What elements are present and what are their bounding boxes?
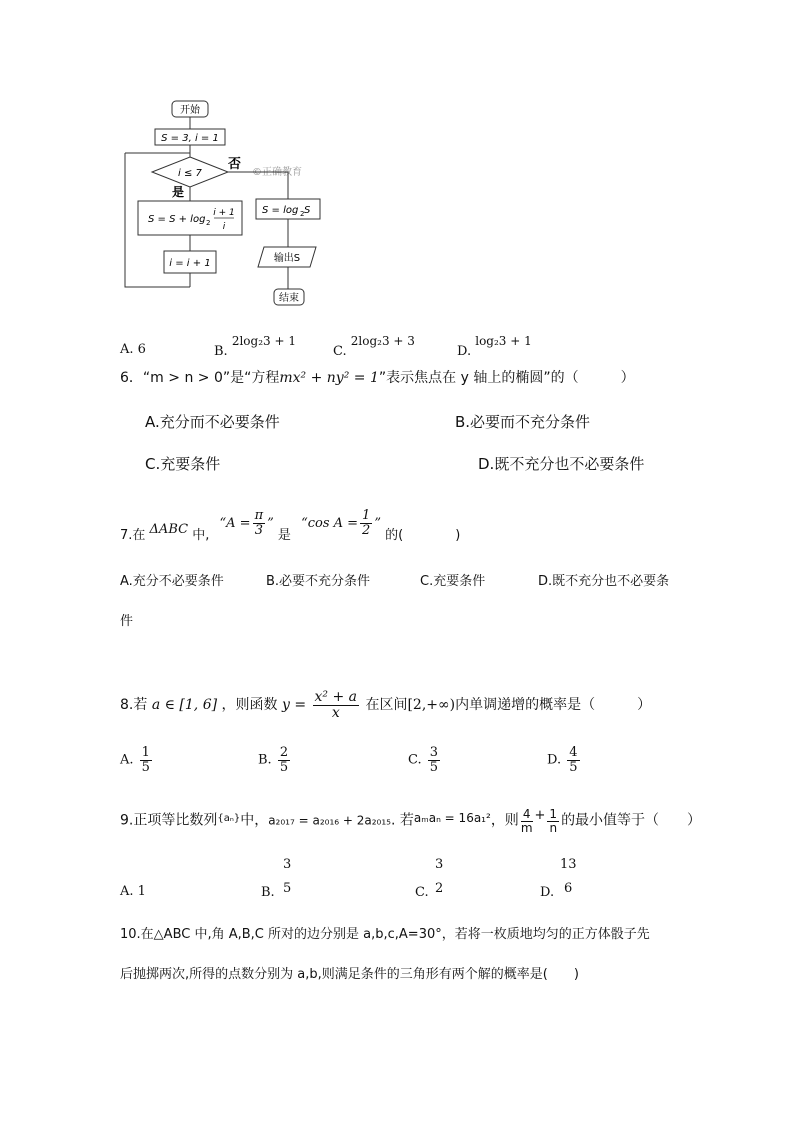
flowchart-no-label: 否 bbox=[228, 157, 242, 172]
flowchart-watermark: ©正确教育 bbox=[252, 167, 302, 178]
q7-option-a: A.充分不必要条件 bbox=[120, 574, 224, 589]
q8-option-c: C. $\frac{3}{5}$ bbox=[408, 745, 439, 775]
q7-stem: 7.在 ΔABC 中, “A = $\frac{\pi}{3}$ ” 是 “cos A = $\frac{1}{2}$ ” 的( ) bbox=[120, 508, 461, 543]
svg-text:i + 1: i + 1 bbox=[213, 208, 235, 218]
q5-option-c: C. 2log₂3 + 3 bbox=[333, 334, 415, 359]
svg-text:i: i bbox=[222, 222, 226, 232]
q7-option-d-wrap: 件 bbox=[120, 614, 134, 629]
flowchart-start-label: 开始 bbox=[180, 105, 200, 116]
svg-text:2: 2 bbox=[300, 210, 305, 218]
q7-option-c: C.充要条件 bbox=[420, 574, 486, 589]
flowchart-yes-label: 是 bbox=[172, 185, 185, 199]
svg-text:2: 2 bbox=[206, 219, 211, 227]
q8-option-a: A. $\frac{1}{5}$ bbox=[120, 745, 150, 775]
q7-option-d: D.既不充分也不必要条 bbox=[538, 574, 670, 589]
svg-text:S = log: S = log bbox=[262, 205, 299, 216]
flowchart-init-label: S = 3, i = 1 bbox=[161, 133, 219, 144]
q7-option-b: B.必要不充分条件 bbox=[266, 574, 371, 589]
q10-line1: 10.在△ABC 中,角 A,B,C 所对的边分别是 a,b,c,A=30°，若将一枚质地均匀的正方体骰子先 bbox=[120, 927, 650, 942]
q6-stem: 6．“m > n > 0”是“方程mx² + ny² = 1”表示焦点在 y 轴上的椭圆”的（ ） bbox=[120, 370, 635, 386]
q6-option-b: B.必要而不充分条件 bbox=[455, 413, 591, 431]
q10-line2: 后抛掷两次,所得的点数分别为 a,b,则满足条件的三角形有两个解的概率是( ) bbox=[120, 967, 579, 982]
q9-stem: 9.正项等比数列$^{\{a_n\}}$中，a₂₀₁₇ = a₂₀₁₆ + 2a₂₀₁₅. 若aₘaₙ = 16a₁²，则 $\frac{4}{m}$ + $\frac{1}{n}$ 的最小值等于（ ） bbox=[120, 807, 702, 835]
flowchart-end-label: 结束 bbox=[279, 293, 299, 304]
svg-text:S = S + log: S = S + log bbox=[148, 214, 206, 225]
q8-option-b: B. $\frac{2}{5}$ bbox=[258, 745, 289, 775]
flowchart-output-label: 输出S bbox=[273, 253, 301, 264]
q6-option-a: A.充分而不必要条件 bbox=[145, 413, 280, 431]
q9-option-a: A. 1 bbox=[120, 884, 146, 899]
flowchart bbox=[110, 95, 340, 320]
q5-option-d: D. log₂3 + 1 bbox=[457, 334, 532, 359]
q8-option-d: D. $\frac{4}{5}$ bbox=[547, 745, 578, 775]
q6-option-c: C.充要条件 bbox=[145, 455, 221, 473]
q5-option-a: A. 6 bbox=[120, 342, 146, 357]
q5-option-b: B. 2log₂3 + 1 bbox=[214, 334, 296, 359]
q8-stem: 8.若 a ∈ [1, 6] ，则函数 y = $\frac{\text{x² + a}}{x}$ 在区间[2,+∞)内单调递增的概率是（ ） bbox=[120, 689, 652, 721]
flowchart-inc-label: i = i + 1 bbox=[169, 258, 211, 269]
q6-option-d: D.既不充分也不必要条件 bbox=[478, 455, 645, 473]
flowchart-cond-label: i ≤ 7 bbox=[178, 168, 202, 179]
svg-text:S: S bbox=[304, 205, 311, 216]
